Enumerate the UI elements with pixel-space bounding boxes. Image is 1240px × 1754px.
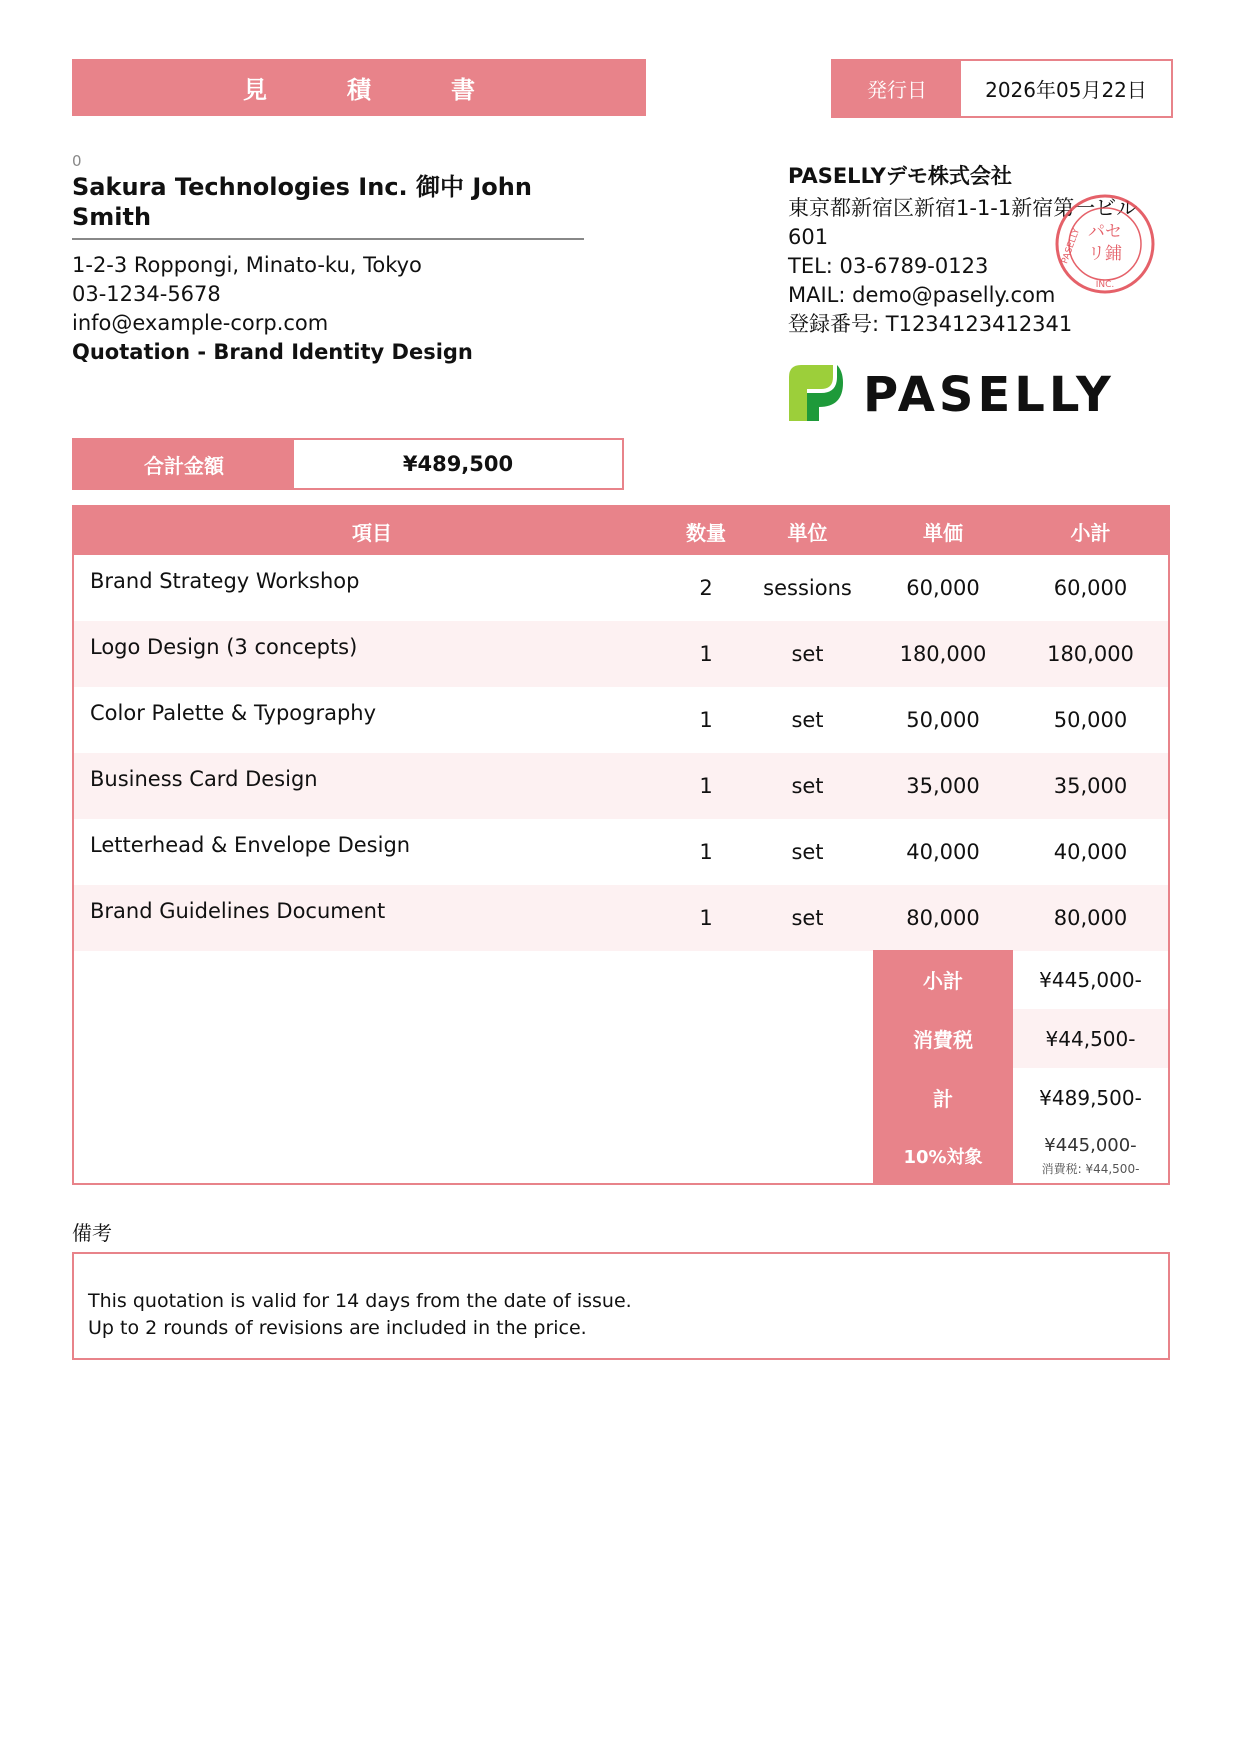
grand-total-label: 合計金額	[74, 440, 294, 488]
issuer-address-line2: 601	[788, 225, 829, 249]
issue-date-box	[831, 59, 1173, 118]
notes-box	[72, 1252, 1170, 1360]
item-name: Brand Guidelines Document	[90, 899, 386, 923]
header-subtotal: 小計	[1070, 520, 1111, 545]
item-name: Business Card Design	[90, 767, 318, 791]
table-row	[74, 885, 1168, 951]
summary-subtotal-value: ¥445,000-	[1039, 967, 1142, 992]
issuer-address-line1: 東京都新宿区新宿1-1-1新宿第一ビル	[788, 196, 1138, 220]
item-quantity: 1	[699, 774, 713, 798]
item-unit-price: 40,000	[906, 840, 980, 864]
summary-rate-base: ¥445,000-	[1044, 1135, 1137, 1156]
item-name: Logo Design (3 concepts)	[90, 635, 358, 659]
grand-total-box	[72, 438, 624, 490]
item-name: Color Palette & Typography	[90, 701, 377, 725]
item-unit-price: 80,000	[906, 906, 980, 930]
item-subtotal: 60,000	[1053, 576, 1128, 600]
table-row	[74, 753, 1168, 819]
issuer-company: PASELLYデモ株式会社	[788, 164, 1012, 188]
item-quantity: 1	[699, 642, 713, 666]
header-item: 項目	[352, 520, 392, 545]
summary-total-label: 計	[873, 1068, 1013, 1127]
issue-date-label: 発行日	[833, 61, 961, 116]
item-quantity: 2	[699, 576, 713, 600]
item-subtotal: 80,000	[1053, 906, 1128, 930]
client-phone: 03-1234-5678	[72, 282, 221, 306]
summary-subtotal-label: 小計	[873, 950, 1013, 1009]
paselly-logo	[787, 363, 1123, 423]
item-subtotal: 40,000	[1053, 840, 1128, 864]
item-unit-price: 35,000	[906, 774, 980, 798]
table-row	[74, 687, 1168, 753]
item-unit: set	[791, 774, 824, 798]
item-quantity: 1	[699, 906, 713, 930]
issuer-mail: MAIL: demo@paselly.com	[788, 283, 1056, 307]
client-email: info@example-corp.com	[72, 311, 329, 335]
svg-text:パセ: パセ	[1088, 222, 1122, 242]
item-subtotal: 35,000	[1053, 774, 1128, 798]
client-info	[72, 251, 473, 367]
items-table	[72, 505, 1170, 1185]
table-row	[74, 621, 1168, 687]
header-unit-price: 単価	[923, 520, 963, 545]
notes-line-2: Up to 2 rounds of revisions are included in the price.	[88, 1317, 587, 1339]
client-address: 1-2-3 Roppongi, Minato-ku, Tokyo	[72, 253, 422, 277]
item-unit-price: 60,000	[906, 576, 980, 600]
summary-rate-values	[1013, 1127, 1168, 1185]
summary-total-value: ¥489,500-	[1039, 1085, 1142, 1110]
issuer-tel: TEL: 03-6789-0123	[788, 254, 989, 278]
issuer-registration: 登録番号: T1234123412341	[788, 312, 1073, 336]
summary-subtotal-row	[873, 950, 1168, 1009]
items-table-header	[74, 507, 1168, 555]
item-unit: set	[791, 906, 824, 930]
quotation-subject: Quotation - Brand Identity Design	[72, 340, 473, 364]
item-unit: set	[791, 642, 824, 666]
item-unit: set	[791, 708, 824, 732]
notes-label: 備考	[72, 1221, 112, 1245]
summary-tax-value: ¥44,500-	[1013, 1009, 1168, 1068]
svg-text:PASELLY: PASELLY	[863, 367, 1115, 423]
client-name: Sakura Technologies Inc. 御中 John Smith	[72, 172, 584, 240]
summary-tax-label: 消費税	[873, 1009, 1013, 1068]
summary-tax-row	[873, 1009, 1168, 1068]
header-quantity: 数量	[686, 520, 726, 545]
table-row	[74, 819, 1168, 885]
item-quantity: 1	[699, 708, 713, 732]
item-name: Brand Strategy Workshop	[90, 569, 360, 593]
summary-total-row	[873, 1068, 1168, 1127]
item-subtotal: 50,000	[1053, 708, 1128, 732]
item-name: Letterhead & Envelope Design	[90, 833, 411, 857]
company-seal-stamp	[1053, 192, 1157, 296]
document-title: 見 積 書	[72, 59, 646, 116]
item-unit-price: 180,000	[899, 642, 987, 666]
item-unit-price: 50,000	[906, 708, 980, 732]
summary-block	[873, 950, 1168, 1185]
item-subtotal: 180,000	[1047, 642, 1134, 666]
svg-text:INC.: INC.	[1095, 280, 1115, 290]
grand-total-value: ¥489,500	[402, 452, 514, 476]
svg-text:PASELLY: PASELLY	[1060, 227, 1083, 266]
summary-rate-tax: 消費税: ¥44,500-	[1041, 1162, 1140, 1176]
svg-text:リ鋪: リ鋪	[1088, 244, 1122, 264]
header-unit: 単位	[787, 520, 828, 545]
client-number: 0	[72, 152, 82, 170]
table-row	[74, 555, 1168, 621]
item-quantity: 1	[699, 840, 713, 864]
notes-line-1: This quotation is valid for 14 days from the date of issue.	[88, 1290, 632, 1312]
item-unit: sessions	[763, 576, 852, 600]
issue-date-value: 2026年05月22日	[985, 78, 1147, 102]
summary-rate-label: 10%対象	[873, 1127, 1013, 1185]
summary-rate-row	[873, 1127, 1168, 1185]
item-unit: set	[791, 840, 824, 864]
